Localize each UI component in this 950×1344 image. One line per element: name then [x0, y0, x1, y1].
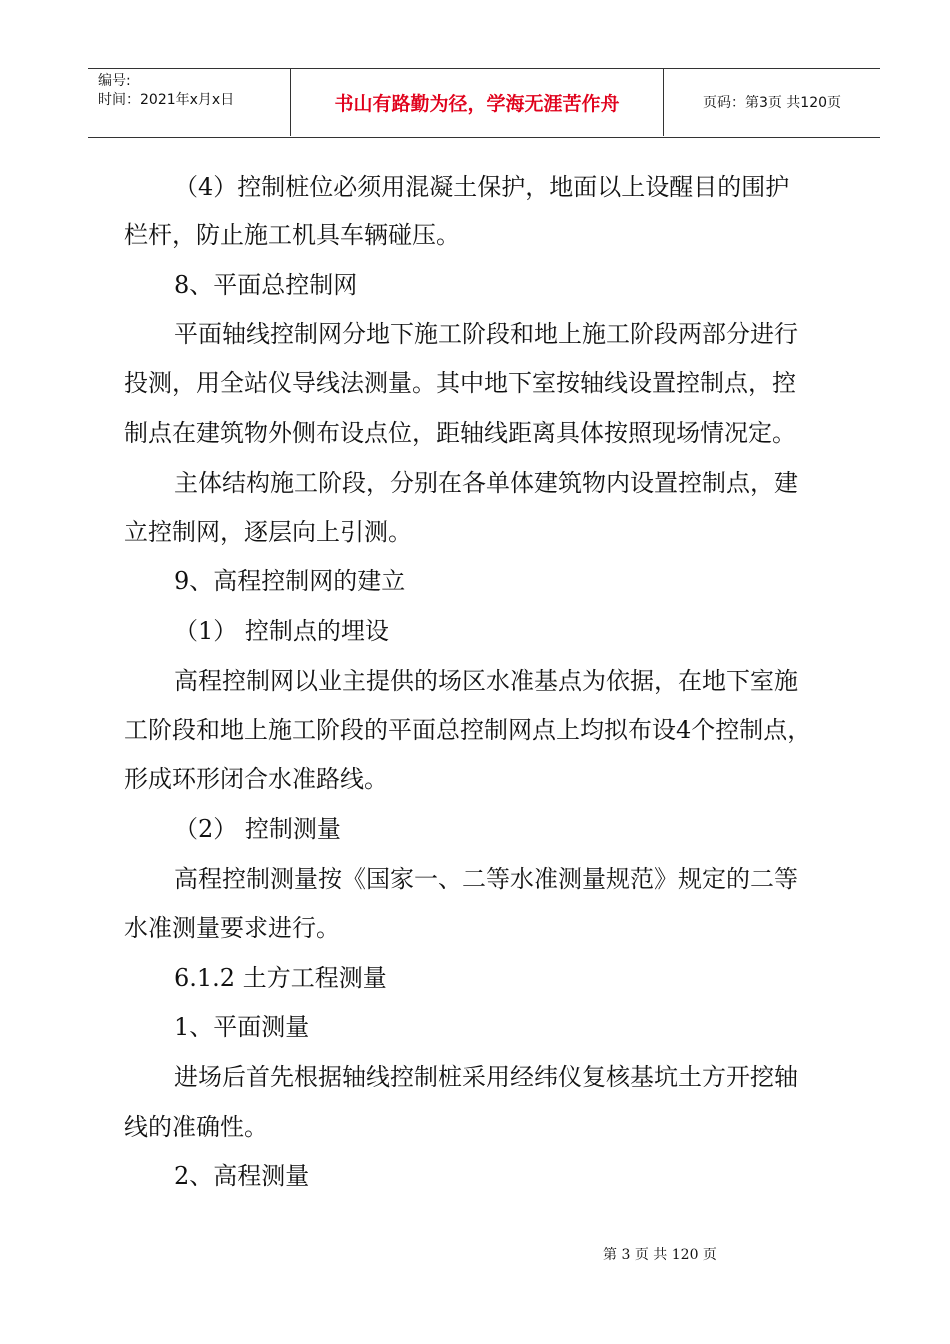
body-line: （4）控制桩位必须用混凝土保护，地面以上设醒目的围护: [174, 173, 790, 201]
header-time-label: 时间：2021年x月x日: [98, 92, 235, 108]
subsection-heading: （2） 控制测量: [174, 815, 341, 843]
body-line: 制点在建筑物外侧布设点位，距轴线距离具体按照现场情况定。: [124, 419, 796, 447]
body-line: 高程控制网以业主提供的场区水准基点为依据，在地下室施: [174, 667, 798, 695]
body-line: 进场后首先根据轴线控制桩采用经纬仪复核基坑土方开挖轴: [174, 1063, 798, 1091]
header-motto: 书山有路勤为径，学海无涯苦作舟: [334, 92, 620, 115]
section-heading: 9、高程控制网的建立: [174, 567, 406, 595]
subsection-heading: （1） 控制点的埋设: [174, 617, 389, 645]
body-line: 形成环形闭合水准路线。: [124, 765, 388, 793]
body-line: 平面轴线控制网分地下施工阶段和地上施工阶段两部分进行: [174, 320, 798, 348]
body-line: 栏杆，防止施工机具车辆碰压。: [124, 221, 460, 249]
header-meta: [98, 72, 234, 110]
body-line: 线的准确性。: [124, 1113, 268, 1141]
page-footer: [0, 1244, 950, 1264]
footer-page-number: 第 3 页 共 120 页: [603, 1247, 717, 1263]
section-heading: 6.1.2 土方工程测量: [174, 964, 387, 992]
body-line: 工阶段和地上施工阶段的平面总控制网点上均拟布设4个控制点，: [124, 716, 812, 744]
header-code-label: 编号:: [98, 73, 131, 89]
section-heading: 8、平面总控制网: [174, 271, 358, 299]
body-line: 立控制网，逐层向上引测。: [124, 518, 412, 546]
section-heading: 1、平面测量: [174, 1013, 310, 1041]
body-line: 主体结构施工阶段，分别在各单体建筑物内设置控制点，建: [174, 469, 798, 497]
header-page-info: 页码：第3页 共120页: [702, 95, 842, 111]
section-heading: 2、高程测量: [174, 1162, 310, 1190]
body-line: 高程控制测量按《国家一、二等水准测量规范》规定的二等: [174, 865, 798, 893]
body-line: 投测，用全站仪导线法测量。其中地下室按轴线设置控制点，控: [124, 369, 796, 397]
body-line: 水准测量要求进行。: [124, 914, 340, 942]
